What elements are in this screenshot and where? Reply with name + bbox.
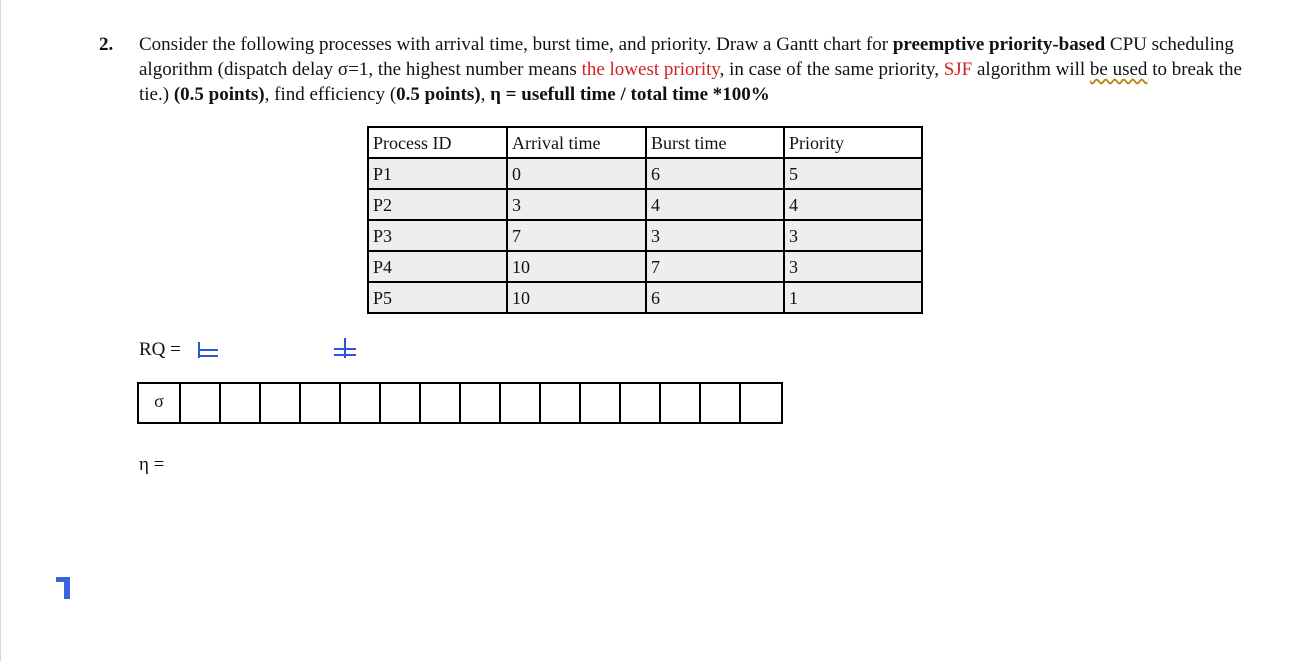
table-cell: 3 (507, 189, 646, 220)
question-text-part: Consider the following processes with arrival time, burst time, and priority. Draw a Gantt chart for (139, 34, 893, 55)
gantt-cell[interactable] (621, 384, 661, 422)
question-text-part: algorithm will (972, 59, 1090, 80)
gantt-cell[interactable] (581, 384, 621, 422)
table-cell: 3 (646, 220, 784, 251)
process-table (367, 126, 923, 314)
question-text-part: to break the tie.) (139, 59, 1242, 105)
gantt-cell[interactable] (421, 384, 461, 422)
table-row (368, 189, 922, 220)
question-text-part: , in case of the same priority, (719, 59, 944, 80)
page-left-border (0, 0, 1, 661)
table-cell: 10 (507, 251, 646, 282)
gantt-cell[interactable] (381, 384, 421, 422)
table-cell: 10 (507, 282, 646, 313)
table-header-row (368, 127, 922, 158)
table-cell: 7 (646, 251, 784, 282)
gantt-cell[interactable] (701, 384, 741, 422)
gantt-cell[interactable] (541, 384, 581, 422)
gantt-cell[interactable] (301, 384, 341, 422)
table-cell: 3 (784, 220, 922, 251)
table-move-handle-icon[interactable] (196, 336, 218, 360)
question-grammar-flag: be used (1089, 59, 1148, 80)
gantt-cell[interactable] (221, 384, 261, 422)
table-header-cell: Process ID (368, 127, 507, 158)
ready-queue-label: RQ = (139, 339, 181, 360)
efficiency-label: η = (139, 454, 165, 475)
table-cell: P2 (368, 189, 507, 220)
table-cell: 3 (784, 251, 922, 282)
table-cell: 5 (784, 158, 922, 189)
gantt-cell[interactable] (181, 384, 221, 422)
table-cell: P1 (368, 158, 507, 189)
table-cell: P3 (368, 220, 507, 251)
question-text-part: , (480, 84, 491, 105)
table-cell: 4 (784, 189, 922, 220)
table-header-cell: Priority (784, 127, 922, 158)
gantt-cell[interactable] (261, 384, 301, 422)
question-bold-efficiency-formula: η = usefull time / total time *100% (490, 84, 770, 105)
question-number: 2. (99, 34, 114, 55)
table-cell: 4 (646, 189, 784, 220)
table-header-cell: Burst time (646, 127, 784, 158)
table-row (368, 220, 922, 251)
table-row (368, 251, 922, 282)
gantt-cell[interactable] (661, 384, 701, 422)
table-cell: P4 (368, 251, 507, 282)
table-anchor-icon[interactable] (334, 336, 356, 360)
cursor-bracket-icon (56, 577, 70, 599)
table-row (368, 282, 922, 313)
gantt-cell[interactable] (341, 384, 381, 422)
gantt-chart (137, 382, 783, 424)
question-red-sjf: SJF (943, 59, 973, 80)
question-red-lowest-priority: the lowest priority (581, 59, 720, 80)
table-cell: 7 (507, 220, 646, 251)
question-text-part: , find efficiency ( (264, 84, 397, 105)
question-bold-points: (0.5 points) (173, 84, 265, 105)
table-row (368, 158, 922, 189)
table-cell: P5 (368, 282, 507, 313)
table-cell: 6 (646, 282, 784, 313)
table-cell: 6 (646, 158, 784, 189)
gantt-cell-dispatch[interactable]: σ (139, 384, 181, 422)
gantt-cell[interactable] (461, 384, 501, 422)
table-cell: 1 (784, 282, 922, 313)
question-bold-points-2: 0.5 points) (396, 84, 481, 105)
table-header-cell: Arrival time (507, 127, 646, 158)
question-text-part: CPU scheduling algorithm (dispatch delay σ=1, the highest number means (139, 34, 1234, 80)
question-text (139, 32, 1244, 107)
gantt-cell[interactable] (501, 384, 541, 422)
table-cell: 0 (507, 158, 646, 189)
question-bold-algorithm: preemptive priority-based (892, 34, 1106, 55)
gantt-cell[interactable] (741, 384, 781, 422)
